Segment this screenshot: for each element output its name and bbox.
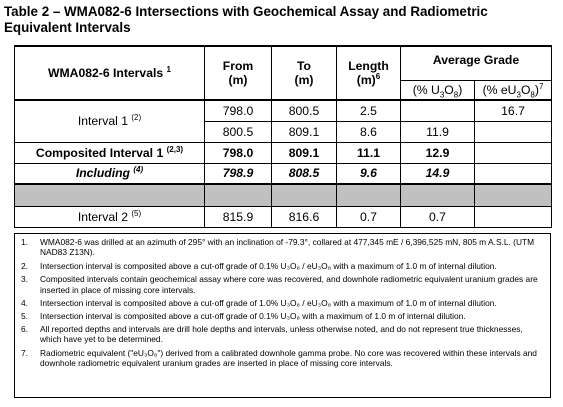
cell-to: 800.5 bbox=[272, 100, 337, 121]
footnote-7: 7. Radiometric equivalent ("eU₃O₈") derived from a calibrated downhole gamma probe. No core was recovered within these intervals and downhole radiometric equivalent uranium grades are inserted in place of missing core intervals. bbox=[21, 347, 537, 369]
cell-eu3o8: 16.7 bbox=[475, 100, 552, 121]
cell-u3o8: 11.9 bbox=[401, 121, 475, 142]
footnote-3: 3. Composited intervals contain geochemical assay where core was recovered, and downhole radiometric equivalent uranium grades are inserted in place of missing core intervals. bbox=[21, 274, 538, 295]
intersections-table bbox=[14, 45, 552, 228]
cell-eu3o8 bbox=[475, 121, 552, 142]
row-label-interval-1: Interval 1 $^{(2)}$ bbox=[15, 100, 205, 142]
cell-from: 815.9 bbox=[205, 206, 272, 227]
table-row bbox=[15, 100, 552, 121]
table-row-including bbox=[15, 163, 552, 184]
separator-row bbox=[15, 184, 552, 206]
cell-length: 8.6 bbox=[337, 121, 401, 142]
cell-from: 798.9 bbox=[205, 163, 272, 184]
cell-length: 0.7 bbox=[337, 206, 401, 227]
footnote-5: 5. Intersection interval is composited above a cut-off grade of 0.1% U₃O₈ with a maximum of 1.0 m of internal dilution. bbox=[21, 311, 466, 322]
row-label-interval-2: Interval 2 $^{(5)}$ bbox=[15, 206, 205, 227]
header-from: From (m) bbox=[205, 46, 272, 100]
table-row bbox=[15, 206, 552, 227]
cell-u3o8: 0.7 bbox=[401, 206, 475, 227]
cell-length: 9.6 bbox=[337, 163, 401, 184]
header-length: Length $(m)^6$ bbox=[337, 46, 401, 100]
cell-to: 809.1 bbox=[272, 142, 337, 163]
cell-to: 816.6 bbox=[272, 206, 337, 227]
footnote-4: 4. Intersection interval is composited above a cut-off grade of 1.0% U₃O₈ / eU₃O₈ with a maximum of 1.0 m of internal dilution. bbox=[21, 298, 497, 309]
cell-from: 800.5 bbox=[205, 121, 272, 142]
cell-u3o8: 14.9 bbox=[401, 163, 475, 184]
cell-u3o8 bbox=[401, 100, 475, 121]
footnotes bbox=[14, 233, 551, 398]
table-row-composited bbox=[15, 142, 552, 163]
header-average-grade: Average Grade bbox=[401, 46, 552, 80]
table-title: Table 2 – WMA082-6 Intersections with Geochemical Assay and Radiometric Equivalent Intervals bbox=[4, 4, 488, 35]
cell-from: 798.0 bbox=[205, 142, 272, 163]
cell-from: 798.0 bbox=[205, 100, 272, 121]
header-intervals: WMA082-6 Intervals $^1$ bbox=[15, 46, 205, 100]
header-u3o8: (% $U_3O_8$) bbox=[401, 80, 475, 100]
cell-u3o8: 12.9 bbox=[401, 142, 475, 163]
cell-to: 809.1 bbox=[272, 121, 337, 142]
cell-length: 11.1 bbox=[337, 142, 401, 163]
cell-eu3o8 bbox=[475, 163, 552, 184]
footnote-1: 1. WMA082-6 was drilled at an azimuth of 295° with an inclination of -79.3°, collared at 477,345 mE / 6,396,525 mN, 805 m A.S.L. (UTM NAD83 Z13N). bbox=[21, 237, 535, 258]
cell-eu3o8 bbox=[475, 142, 552, 163]
footnote-2: 2. Intersection interval is composited above a cut-off grade of 0.1% U₃O₈ / eU₃O₈ with a maximum of 1.0 m of internal dilution. bbox=[21, 260, 497, 271]
header-eu3o8: (% $eU_3O_8)^7$ bbox=[475, 80, 552, 100]
cell-eu3o8 bbox=[475, 206, 552, 227]
header-to: To (m) bbox=[272, 46, 337, 100]
footnote-6: 6. All reported depths and intervals are drill hole depths and intervals, unless otherwise noted, and do not represent true thicknesses, which have yet to be determined. bbox=[21, 323, 523, 345]
row-label-including: Including $^{(4)}$ bbox=[15, 163, 205, 184]
cell-length: 2.5 bbox=[337, 100, 401, 121]
cell-to: 808.5 bbox=[272, 163, 337, 184]
row-label-composited: Composited Interval 1 $^{(2,3)}$ bbox=[15, 142, 205, 163]
